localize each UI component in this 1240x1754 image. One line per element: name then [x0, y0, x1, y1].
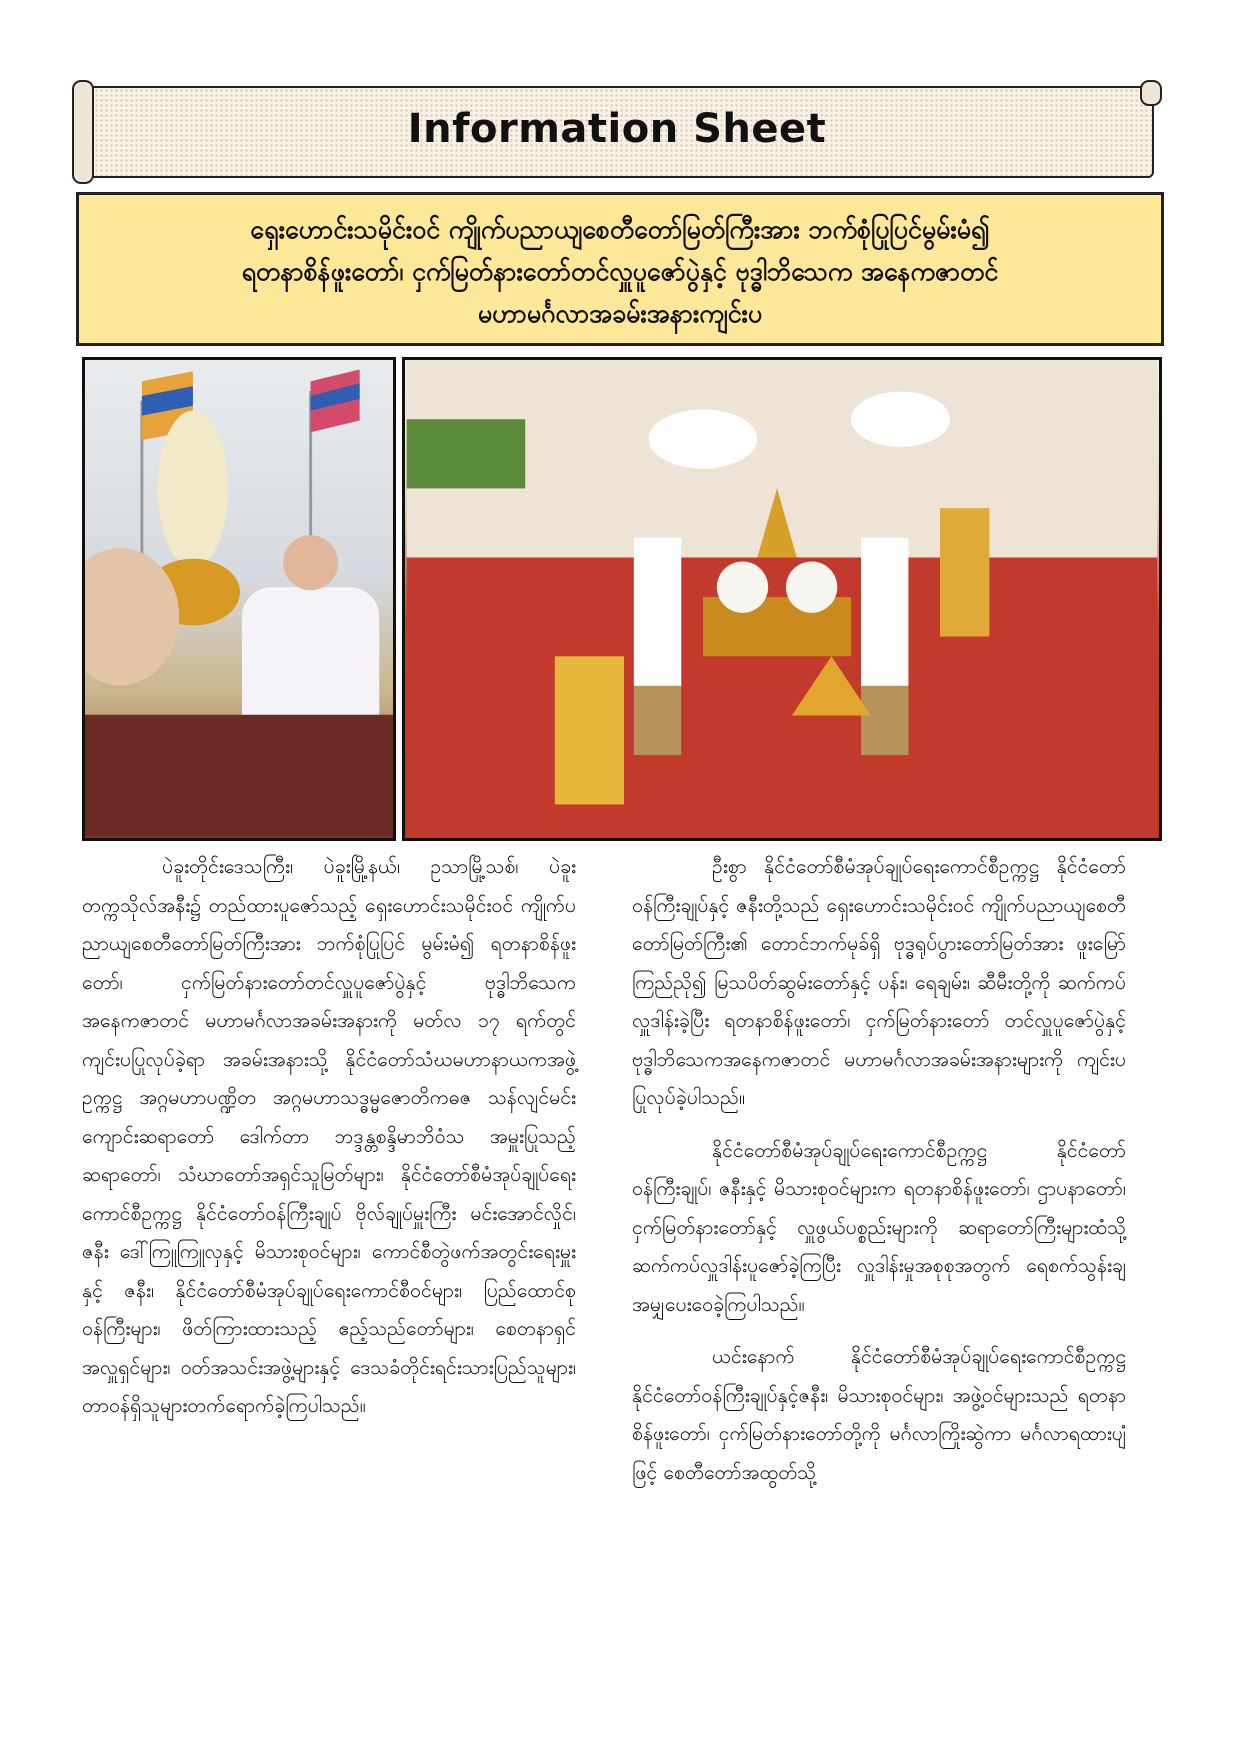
headline-line: မဟာမင်္ဂလာအခမ်းအနားကျင်းပ [477, 299, 763, 328]
ceremony-offering-photo-icon [85, 360, 393, 838]
procession-photo [402, 357, 1162, 841]
procession-photo-icon [405, 360, 1159, 838]
page-title: Information Sheet [407, 106, 827, 152]
body-paragraph: ဦးစွာ နိုင်ငံတော်စီမံအုပ်ချုပ်ရေးကောင်စီဥက္ကဋ္ဌ နိုင်ငံတော်ဝန်ကြီးချုပ်နှင့် ဇနီးတို့သည် ရှေးဟောင်းသမိုင်းဝင် ကျိုက်ပညာယျစေတီတော်မြတ်ကြီး၏ တောင်ဘက်မုခ်ရှိ ဗုဒ္ဓရုပ်ပွားတော်မြတ်အား ဖူးမြော်ကြည်ညို၍ မြသပိတ်ဆွမ်းတော်နှင့် ပန်း၊ ရေချမ်း၊ ဆီမီးတို့ကို ဆက်ကပ်လှူဒါန်းခဲ့ပြီး ရတနာစိန်ဖူးတော်၊ ငှက်မြတ်နားတော် တင်လှူပူဇော်ပွဲနှင့် ဗုဒ္ဓါဘိသေကအနေကဇာတင် မဟာမင်္ဂလာအခမ်းအနားများကို ကျင်းပပြုလုပ်ခဲ့ပါသည်။ [632, 855, 1126, 1109]
body-paragraph: ပဲခူးတိုင်းဒေသကြီး၊ ပဲခူးမြို့နယ်၊ ဥသာမြို့သစ်၊ ပဲခူးတက္ကသိုလ်အနီး၌ တည်ထားပူဇော်သည့် ရှေးဟောင်းသမိုင်းဝင် ကျိုက်ပညာယျစေတီတော်မြတ်ကြီးအား ဘက်စုံပြုပြင် မွမ်းမံ၍ ရတနာစိန်ဖူးတော်၊ ငှက်မြတ်နားတော်တင်လှူပူဇော်ပွဲနှင့် ဗုဒ္ဓါဘိသေကအနေကဇာတင် မဟာမင်္ဂလာအခမ်းအနားကို မတ်လ ၁၇ ရက်တွင် ကျင်းပပြုလုပ်ခဲ့ရာ အခမ်းအနားသို့ နိုင်ငံတော်သံဃမဟာနာယကအဖွဲ့ဥက္ကဋ္ဌ အဂ္ဂမဟာပဏ္ဍိတ အဂ္ဂမဟာသဒ္ဓမ္မဇောတိကဓဇ သန်လျင်မင်းကျောင်းဆရာတော် ဒေါက်တာ ဘဒ္ဒန္တစန္ဒိမာဘိဝံသ အမှူးပြုသည့် ဆရာတော်၊ သံဃာတော်အရှင်သူမြတ်များ၊ နိုင်ငံတော်စီမံအုပ်ချုပ်ရေးကောင်စီဥက္ကဋ္ဌ နိုင်ငံတော်ဝန်ကြီးချုပ် ဗိုလ်ချုပ်မှူးကြီး မင်းအောင်လှိုင်၊ ဇနီး ဒေါ်ကြူကြူလှနှင့် မိသားစုဝင်များ၊ ကောင်စီတွဲဖက်အတွင်းရေးမှူးနှင့် ဇနီး၊ နိုင်ငံတော်စီမံအုပ်ချုပ်ရေးကောင်စီဝင်များ၊ ပြည်ထောင်စုဝန်ကြီးများ၊ ဖိတ်ကြားထားသည့် ဧည့်သည်တော်များ၊ စေတနာရှင်အလှူရှင်များ၊ ဝတ်အသင်းအဖွဲ့များနှင့် ဒေသခံတိုင်းရင်းသားပြည်သူများ၊ တာဝန်ရှိသူများတက်ရောက်ခဲ့ကြပါသည်။ [82, 855, 576, 1417]
headline-line: ရှေးဟောင်းသမိုင်းဝင် ကျိုက်ပညာယျစေတီတော်မြတ်ကြီးအား ဘက်စုံပြုပြင်မွမ်းမံ၍ [250, 215, 990, 244]
scroll-curl-right [1140, 80, 1162, 106]
ceremony-offering-photo [82, 357, 396, 841]
body-column-right [632, 848, 1126, 1506]
headline-box [76, 192, 1164, 346]
body-paragraph: ယင်းနောက် နိုင်ငံတော်စီမံအုပ်ချုပ်ရေးကောင်စီဥက္ကဋ္ဌ နိုင်ငံတော်ဝန်ကြီးချုပ်နှင့်ဇနီး၊ မိသားစုဝင်များ၊ အဖွဲ့ဝင်များသည် ရတနာစိန်ဖူးတော်၊ ငှက်မြတ်နားတော်တို့ကို မင်္ဂလာကြိုးဆွဲကာ မင်္ဂလာရထားပျံဖြင့် စေတီတော်အထွတ်သို့ [632, 1345, 1126, 1484]
body-paragraph: နိုင်ငံတော်စီမံအုပ်ချုပ်ရေးကောင်စီဥက္ကဋ္ဌ နိုင်ငံတော်ဝန်ကြီးချုပ်၊ ဇနီးနှင့် မိသားစုဝင်များက ရတနာစိန်ဖူးတော်၊ ဌာပနာတော်၊ ငှက်မြတ်နားတော်နှင့် လှူဖွယ်ပစ္စည်းများကို ဆရာတော်ကြီးများထံသို့ ဆက်ကပ်လှူဒါန်းပူဇော်ခဲ့ကြပြီး လှူဒါန်းမှုအစုစုအတွက် ရေစက်သွန်းချအမျှပေးဝေခဲ့ကြပါသည်။ [632, 1138, 1126, 1316]
title-banner [72, 80, 1162, 180]
headline-line: ရတနာစိန်ဖူးတော်၊ ငှက်မြတ်နားတော်တင်လှူပူဇော်ပွဲနှင့် ဗုဒ္ဓါဘိသေက အနေကဇာတင် [241, 257, 999, 286]
body-column-left [82, 848, 576, 1440]
